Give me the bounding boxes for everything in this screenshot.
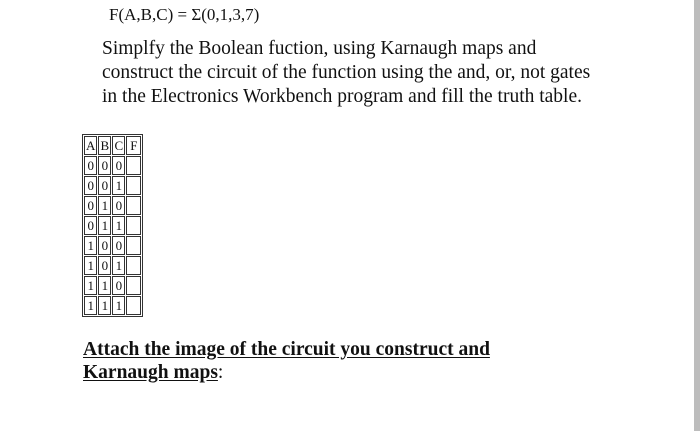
cell-f[interactable]: [126, 236, 141, 255]
cell-c: 1: [112, 216, 125, 235]
cell-f[interactable]: [126, 156, 141, 175]
table-row: [84, 256, 141, 275]
cell-a: 1: [84, 236, 97, 255]
cell-a: 1: [84, 256, 97, 275]
table-row: [84, 296, 141, 315]
cell-b: 0: [98, 256, 111, 275]
boolean-function-formula: F(A,B,C) = Σ(0,1,3,7): [109, 5, 260, 24]
cell-a: 1: [84, 276, 97, 295]
cell-b: 0: [98, 176, 111, 195]
cell-b: 0: [98, 156, 111, 175]
header-f: F: [126, 136, 141, 155]
cell-b: 0: [98, 236, 111, 255]
cell-c: 0: [112, 276, 125, 295]
cell-f[interactable]: [126, 276, 141, 295]
cell-c: 0: [112, 196, 125, 215]
cell-f[interactable]: [126, 196, 141, 215]
cell-f[interactable]: [126, 216, 141, 235]
header-b: B: [98, 136, 111, 155]
cell-a: 0: [84, 156, 97, 175]
cell-f[interactable]: [126, 176, 141, 195]
cell-a: 0: [84, 196, 97, 215]
cell-c: 1: [112, 296, 125, 315]
cell-f[interactable]: [126, 256, 141, 275]
attach-instruction-line-1: Attach the image of the circuit you construct and: [83, 339, 490, 360]
cell-b: 1: [98, 296, 111, 315]
table-row: [84, 236, 141, 255]
cell-a: 0: [84, 216, 97, 235]
cell-c: 1: [112, 256, 125, 275]
attach-instruction: [83, 338, 603, 384]
cell-c: 1: [112, 176, 125, 195]
table-row: [84, 196, 141, 215]
truth-table: [82, 134, 143, 317]
header-c: C: [112, 136, 125, 155]
header-a: A: [86, 138, 96, 153]
cell-c: 0: [112, 156, 125, 175]
truth-table-header-row: [84, 136, 141, 155]
task-instructions: Simplfy the Boolean fuction, using Karnaugh maps and construct the circuit of the function using the and, or, not gates in the Electronics Workbench program and fill the truth table.: [102, 38, 591, 107]
table-row: [84, 176, 141, 195]
cell-c: 0: [112, 236, 125, 255]
cell-b: 1: [98, 216, 111, 235]
table-row: [84, 216, 141, 235]
cell-a: 0: [84, 176, 97, 195]
cell-a: 1: [84, 296, 97, 315]
cell-b: 1: [98, 196, 111, 215]
attach-instruction-line-2: Karnaugh maps: [83, 362, 218, 383]
attach-instruction-colon: :: [217, 362, 224, 383]
cell-f[interactable]: [126, 296, 141, 315]
table-row: [84, 156, 141, 175]
page-edge-divider: [694, 0, 700, 431]
cell-b: 1: [98, 276, 111, 295]
table-row: [84, 276, 141, 295]
